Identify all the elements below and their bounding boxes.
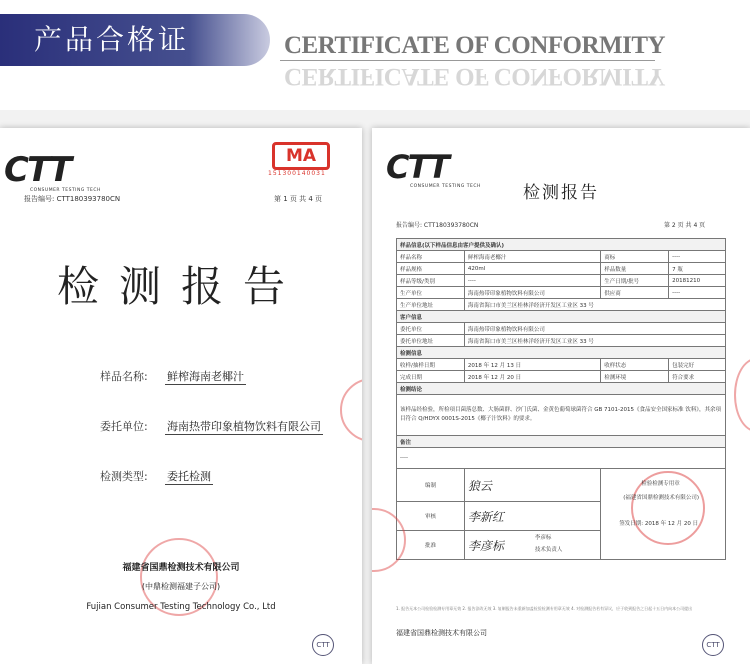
sig-role: 审核 — [397, 502, 465, 531]
report-table — [396, 238, 726, 560]
section-remark: 备注 — [397, 436, 726, 448]
cell-value: 海南热带印象植物饮料有限公司 — [464, 287, 600, 299]
banner-cn-title: 产品合格证 — [0, 14, 270, 66]
table-row — [397, 251, 726, 263]
banner-rule — [280, 60, 655, 61]
table-row — [397, 469, 726, 502]
table-row — [397, 335, 726, 347]
report-title: 检测报告 — [523, 183, 599, 203]
field-value-type: 委托检测 — [167, 470, 211, 483]
sig-cell — [464, 531, 600, 560]
cell-value: 包装完好 — [669, 359, 726, 371]
signature-compiler: 狼云 — [467, 478, 492, 493]
page-number: 第 2 页 共 4 页 — [664, 222, 706, 229]
partial-seal — [734, 358, 750, 432]
cell-label: 供应商 — [601, 287, 669, 299]
sig-role: 编制 — [397, 469, 465, 502]
cell-value: 2018 年 12 月 13 日 — [464, 359, 600, 371]
partial-seal — [340, 378, 362, 442]
cell-label: 收样/抽样日期 — [397, 359, 465, 371]
ctt-logo: CTT — [386, 148, 448, 186]
cell-label: 样品数量 — [601, 263, 669, 275]
cell-label: 检测环境 — [601, 371, 669, 383]
cell-value: ---- — [464, 275, 600, 287]
cell-value: 7 瓶 — [669, 263, 726, 275]
ctt-logo: CTT — [4, 150, 71, 190]
section-conclusion: 检测结论 — [397, 383, 726, 395]
cell-label: 收样状态 — [601, 359, 669, 371]
banner-en-reflection: CERTIFICATE OF CONFORMITY — [284, 63, 666, 90]
banner-en-title: CERTIFICATE OF CONFORMITY — [284, 32, 666, 59]
approver-title: 技术负责人 — [534, 547, 563, 553]
cell-label: 样品名称 — [397, 251, 465, 263]
cell-value: 2018 年 12 月 20 日 — [464, 371, 600, 383]
ctt-logo-sub: CONSUMER TESTING TECH — [410, 184, 481, 189]
sig-cell — [464, 469, 600, 502]
table-row — [397, 359, 726, 371]
cell-value: 420ml — [464, 263, 600, 275]
report-detail-page — [372, 128, 750, 664]
cell-value: 鲜榨海南老椰汁 — [464, 251, 600, 263]
page-number: 第 1 页 共 4 页 — [274, 195, 323, 203]
cell-label: 生产单位地址 — [397, 299, 465, 311]
ctt-badge-icon: CTT — [702, 634, 724, 656]
table-row — [397, 275, 726, 287]
seal-cell — [601, 469, 726, 560]
seal-org: (福建省国鼎检测技术有限公司) — [623, 495, 700, 501]
field-value-sample: 鲜榨海南老椰汁 — [167, 370, 244, 383]
cell-value: ---- — [669, 251, 726, 263]
org-name-cn: 福建省国鼎检测技术有限公司 — [122, 563, 240, 573]
footer-org: 福建省国鼎检测技术有限公司 — [396, 629, 487, 637]
field-label-sample: 样品名称: — [100, 370, 148, 383]
ctt-logo-sub: CONSUMER TESTING TECH — [30, 188, 101, 193]
conclusion-text: 该样品经检验，所检项目菌落总数、大肠菌群、沙门氏菌、金黄色葡萄球菌符合 GB 7101-2015《食品安全国家标准 饮料》，其余项目符合 Q/HDYX 0001S-2015《椰子汁饮料》的要求。 — [397, 395, 726, 436]
cell-value: 海南省海口市美兰区桂林洋经济开发区工业区 33 号 — [464, 299, 725, 311]
report-title: 检测报告 — [56, 262, 305, 311]
report-number: 报告编号: CTT180393780CN — [24, 195, 121, 203]
remark-text: ---- — [397, 448, 726, 469]
cell-label: 完成日期 — [397, 371, 465, 383]
cell-label: 委托单位地址 — [397, 335, 465, 347]
org-name-cn-sub: (中鼎检测福建子公司) — [141, 582, 221, 591]
cell-value: 海南热带印象植物饮料有限公司 — [464, 323, 725, 335]
sig-role: 批准 — [397, 531, 465, 560]
section-test: 检测信息 — [397, 347, 726, 359]
cell-label: 商标 — [601, 251, 669, 263]
signature-reviewer: 李新红 — [467, 509, 504, 524]
cell-label: 生产单位 — [397, 287, 465, 299]
table-row — [397, 323, 726, 335]
table-row — [397, 299, 726, 311]
cell-label: 样品规格 — [397, 263, 465, 275]
cell-value: 海南省海口市美兰区桂林洋经济开发区工业区 33 号 — [464, 335, 725, 347]
table-row — [397, 371, 726, 383]
ctt-badge-icon: CTT — [312, 634, 334, 656]
cma-mark: MA — [272, 142, 330, 170]
report-number: 报告编号: CTT180393780CN — [396, 222, 479, 229]
table-row — [397, 287, 726, 299]
cell-label: 委托单位 — [397, 323, 465, 335]
banner — [0, 0, 750, 110]
footnote: 1. 报告无本公司检验检测专用章无效 2. 报告涂改无效 3. 复制报告未重新加盖检验检测专用章无效 4. 对检测报告若有异议，应于收到报告之日起十五日内向本公司提出 — [396, 606, 693, 611]
org-name-en: Fujian Consumer Testing Technology Co., Ltd — [86, 602, 276, 612]
cell-value: ---- — [669, 287, 726, 299]
report-cover-page — [0, 128, 362, 664]
cell-label: 样品等级/类别 — [397, 275, 465, 287]
section-sample: 样品信息(以下样品信息由客户提供及确认) — [397, 239, 726, 251]
cell-label: 生产日期/批号 — [601, 275, 669, 287]
section-client: 客户信息 — [397, 311, 726, 323]
field-label-client: 委托单位: — [100, 420, 148, 433]
table-row — [397, 263, 726, 275]
sig-cell — [464, 502, 600, 531]
field-label-type: 检测类型: — [100, 470, 148, 483]
cell-value: 符合要求 — [669, 371, 726, 383]
issue-date: 签发日期: 2018 年 12 月 20 日 — [619, 521, 699, 527]
seal-label: 检验检测专用章 — [641, 481, 680, 487]
signature-approver: 李彦标 — [467, 538, 504, 553]
field-value-client: 海南热带印象植物饮料有限公司 — [167, 420, 321, 433]
cma-number: 151300140031 — [268, 170, 326, 177]
cell-value: 20181210 — [669, 275, 726, 287]
approver-name: 李彦标 — [534, 535, 552, 541]
